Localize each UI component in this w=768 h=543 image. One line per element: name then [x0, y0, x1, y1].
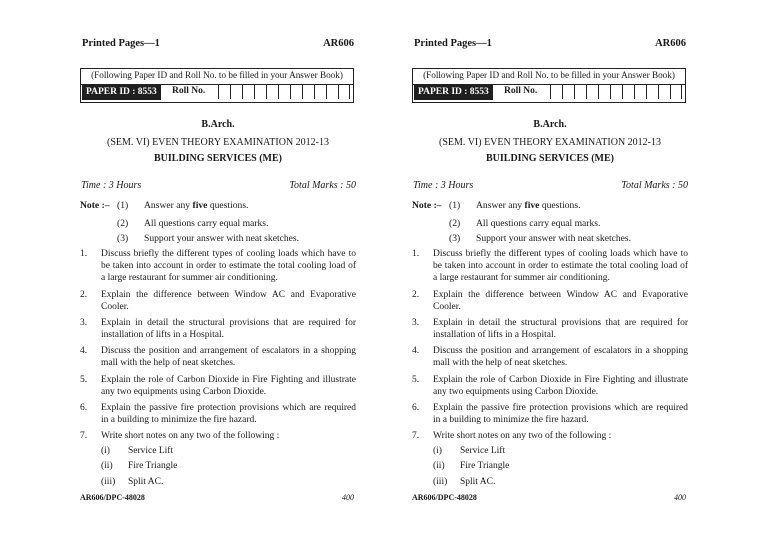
question-text: Discuss briefly the different types of cooling loads which have to be taken into account in order to estimate the total cooling load of a large restaurant for summer air conditioning. — [101, 249, 356, 284]
question-item — [412, 430, 688, 442]
note-text: Support your answer with neat sketches. — [144, 233, 300, 244]
paper-code: AR606 — [655, 38, 686, 49]
total-marks: Total Marks : 50 — [621, 180, 688, 191]
exam-time: Time : 3 Hours — [413, 180, 474, 191]
subject-title: BUILDING SERVICES (ME) — [153, 153, 282, 164]
note-number: (2) — [117, 218, 129, 229]
sub-text: Split AC. — [128, 477, 164, 487]
question-number: 6. — [412, 403, 420, 413]
note-text-part: questions. — [539, 200, 581, 211]
question-number: 4. — [412, 346, 420, 356]
roll-no-label: Roll No. — [504, 86, 538, 96]
printed-pages: Printed Pages—1 — [82, 38, 160, 49]
roll-box — [242, 85, 254, 99]
roll-box — [574, 85, 586, 99]
question-text: Explain the difference between Window AC and Evaporative Cooler. — [433, 290, 688, 313]
sub-number: (i) — [433, 446, 442, 456]
question-number: 5. — [80, 375, 88, 385]
note-text-part: Answer any — [144, 200, 193, 211]
paper-id-box — [80, 68, 354, 103]
question-item — [80, 317, 356, 341]
id-box-instruction: (Following Paper ID and Roll No. to be filled in your Answer Book) — [91, 70, 343, 80]
id-box-instruction: (Following Paper ID and Roll No. to be filled in your Answer Book) — [423, 70, 675, 80]
footer-code: AR606/DPC-48028 — [80, 493, 145, 502]
question-text: Explain the role of Carbon Dioxide in Fire Fighting and illustrate any two equipments using Carbon Dioxide. — [101, 375, 356, 398]
question-number: 5. — [412, 375, 420, 385]
question-text: Explain the passive fire protection provisions which are required in a building to minimize the fire hazard. — [433, 403, 688, 426]
question-number: 3. — [412, 318, 420, 328]
question-text: Explain the passive fire protection provisions which are required in a building to minimize the fire hazard. — [101, 403, 356, 426]
question-number: 7. — [80, 431, 88, 441]
question-item — [80, 289, 356, 313]
question-item — [412, 289, 688, 313]
footer-count: 400 — [674, 493, 686, 502]
note-label: Note :– — [412, 200, 442, 211]
roll-box — [230, 85, 242, 99]
roll-no-boxes — [550, 85, 682, 99]
page-header — [82, 38, 354, 49]
roll-box — [622, 85, 634, 99]
total-marks: Total Marks : 50 — [289, 180, 356, 191]
question-number: 2. — [412, 290, 420, 300]
footer-count: 400 — [342, 493, 354, 502]
sub-number: (iii) — [433, 477, 448, 487]
page-header — [414, 38, 686, 49]
note-number: (1) — [449, 200, 461, 211]
note-number: (3) — [117, 233, 129, 244]
note-number: (3) — [449, 233, 461, 244]
note-label: Note :– — [80, 200, 110, 211]
question-number: 4. — [80, 346, 88, 356]
sub-text: Fire Triangle — [128, 461, 178, 471]
question-number: 3. — [80, 318, 88, 328]
page-right — [412, 0, 690, 543]
exam-session: (SEM. VI) EVEN THEORY EXAMINATION 2012-13 — [106, 137, 330, 148]
degree-title: B.Arch. — [533, 119, 567, 130]
note-number: (2) — [449, 218, 461, 229]
roll-box — [586, 85, 598, 99]
question-item — [412, 374, 688, 398]
subject-title: BUILDING SERVICES (ME) — [485, 153, 614, 164]
page-footer — [412, 493, 686, 502]
exam-session: (SEM. VI) EVEN THEORY EXAMINATION 2012-13 — [438, 137, 662, 148]
sub-text: Fire Triangle — [460, 461, 510, 471]
page-footer — [80, 493, 354, 502]
question-text: Discuss briefly the different types of cooling loads which have to be taken into account in order to estimate the total cooling load of a large restaurant for summer air conditioning. — [433, 249, 688, 284]
note-text-part: Answer any — [476, 200, 525, 211]
question-number: 1. — [412, 249, 420, 259]
degree-title: B.Arch. — [201, 119, 235, 130]
question-number: 2. — [80, 290, 88, 300]
note-text-bold: five — [192, 200, 208, 211]
question-number: 6. — [80, 403, 88, 413]
question-number: 1. — [80, 249, 88, 259]
note-text-part: questions. — [207, 200, 249, 211]
roll-box — [550, 85, 562, 99]
note-text: All questions carry equal marks. — [144, 218, 269, 229]
roll-box — [266, 85, 278, 99]
roll-box — [562, 85, 574, 99]
paper-code: AR606 — [323, 38, 354, 49]
exam-meta — [81, 180, 356, 191]
roll-box — [670, 85, 682, 99]
roll-box — [218, 85, 230, 99]
page-left — [80, 0, 358, 543]
note-text: Support your answer with neat sketches. — [476, 233, 632, 244]
question-text: Explain the role of Carbon Dioxide in Fire Fighting and illustrate any two equipments using Carbon Dioxide. — [433, 375, 688, 398]
question-text: Discuss the position and arrangement of escalators in a shopping mall with the help of neat sketches. — [433, 346, 688, 369]
question-item — [412, 402, 688, 426]
question-item — [80, 345, 356, 369]
sub-number: (ii) — [433, 461, 445, 471]
question-item — [412, 248, 688, 285]
sub-text: Split AC. — [460, 477, 496, 487]
question-text: Write short notes on any two of the following : — [101, 431, 280, 441]
paper-id-box — [412, 68, 686, 103]
roll-box — [598, 85, 610, 99]
exam-time: Time : 3 Hours — [81, 180, 142, 191]
sub-number: (iii) — [101, 477, 116, 487]
footer-code: AR606/DPC-48028 — [412, 493, 477, 502]
question-text: Explain in detail the structural provisions that are required for installation of lifts in a Hospital. — [101, 318, 356, 341]
sub-number: (ii) — [101, 461, 113, 471]
roll-box — [302, 85, 314, 99]
roll-box — [610, 85, 622, 99]
question-item — [80, 430, 356, 442]
sub-text: Service Lift — [128, 446, 174, 456]
roll-box — [278, 85, 290, 99]
question-text: Discuss the position and arrangement of escalators in a shopping mall with the help of neat sketches. — [101, 346, 356, 369]
question-item — [80, 248, 356, 285]
roll-box — [646, 85, 658, 99]
paper-id-label: PAPER ID : 8553 — [414, 85, 493, 100]
sub-number: (i) — [101, 446, 110, 456]
question-item — [80, 374, 356, 398]
note-text: All questions carry equal marks. — [476, 218, 601, 229]
question-text: Explain in detail the structural provisions that are required for installation of lifts in a Hospital. — [433, 318, 688, 341]
roll-box — [658, 85, 670, 99]
exam-meta — [413, 180, 688, 191]
roll-box — [338, 85, 350, 99]
question-item — [412, 317, 688, 341]
sub-text: Service Lift — [460, 446, 506, 456]
question-item — [412, 345, 688, 369]
roll-box — [254, 85, 266, 99]
note-text — [476, 200, 580, 211]
printed-pages: Printed Pages—1 — [414, 38, 492, 49]
question-text: Explain the difference between Window AC and Evaporative Cooler. — [101, 290, 356, 313]
note-text — [144, 200, 248, 211]
roll-box — [290, 85, 302, 99]
question-text: Write short notes on any two of the following : — [433, 431, 612, 441]
roll-box — [634, 85, 646, 99]
note-text-bold: five — [524, 200, 540, 211]
note-number: (1) — [117, 200, 129, 211]
roll-box — [326, 85, 338, 99]
roll-no-boxes — [218, 85, 350, 99]
roll-no-label: Roll No. — [172, 86, 206, 96]
roll-box — [314, 85, 326, 99]
question-item — [80, 402, 356, 426]
paper-id-label: PAPER ID : 8553 — [82, 85, 161, 100]
question-number: 7. — [412, 431, 420, 441]
